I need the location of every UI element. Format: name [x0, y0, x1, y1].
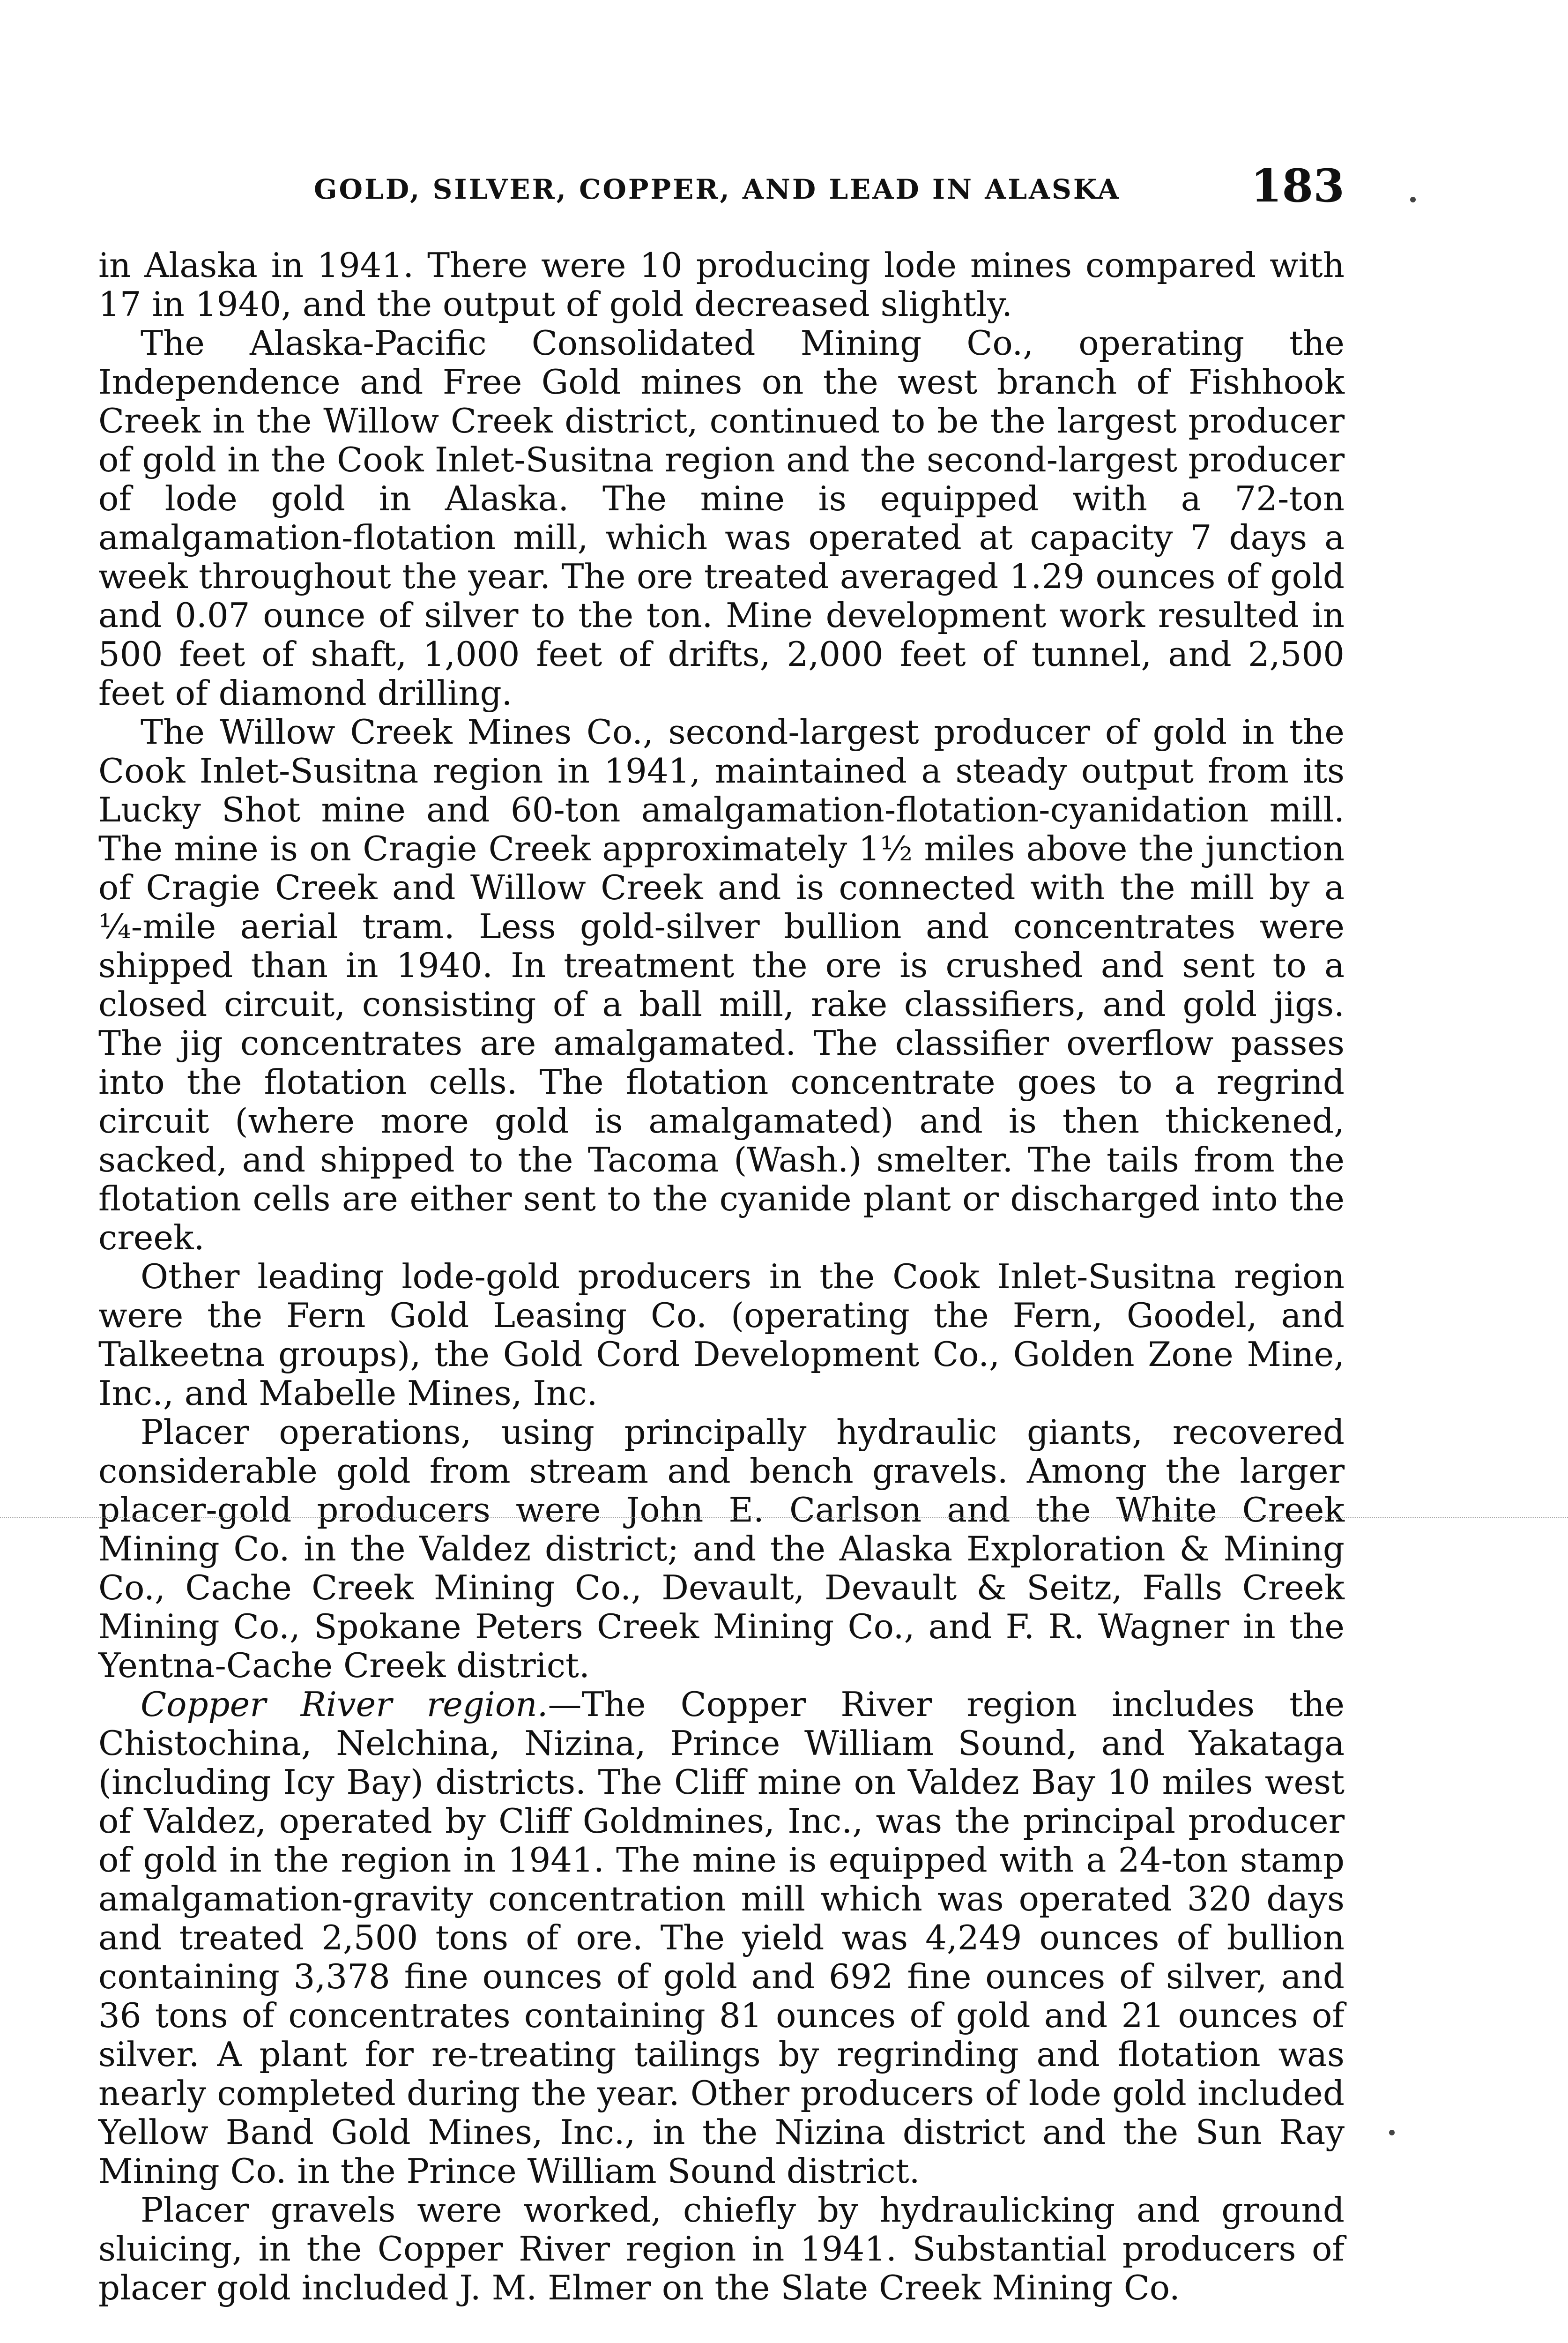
- paragraph-1: in Alaska in 1941. There were 10 producing lode mines compared with 17 in 1940, and the output of gold decreased slightly.: [98, 246, 1345, 324]
- paragraph-6: [98, 1685, 1345, 2191]
- paragraph-5: Placer operations, using principally hydraulic giants, recovered considerable gold from stream and bench gravels. Among the larger placer-gold producers were John E. Carlson and the White Creek Mining Co. in the Valdez district; and the Alaska Exploration & Mining Co., Cache Creek Mining Co., Devault, Devault & Seitz, Falls Creek Mining Co., Spokane Peters Creek Mining Co., and F. R. Wagner in the Yentna-Cache Creek district.: [98, 1412, 1345, 1685]
- paragraph-4: Other leading lode-gold producers in the Cook Inlet-Susitna region were the Fern Gold Leasing Co. (operating the Fern, Goodel, and Talkeetna groups), the Gold Cord Development Co., Golden Zone Mine, Inc., and Mabelle Mines, Inc.: [98, 1257, 1345, 1413]
- running-head: GOLD, SILVER, COPPER, AND LEAD IN ALASKA: [314, 173, 1121, 205]
- page-header: [98, 159, 1363, 225]
- paragraph-6-text: —The Copper River region includes the Chistochina, Nelchina, Nizina, Prince William Sound, and Yakataga (including Icy Bay) districts. The Cliff mine on Valdez Bay 10 miles west of Valdez, operated by Cliff Goldmines, Inc., was the principal producer of gold in the region in 1941. The mine is equipped with a 24-ton stamp amalgamation-gravity concentration mill which was operated 320 days and treated 2,500 tons of ore. The yield was 4,249 ounces of bullion containing 3,378 fine ounces of gold and 692 fine ounces of silver, and 36 tons of concentrates containing 81 ounces of gold and 21 ounces of silver. A plant for re-treating tailings by regrinding and flotation was nearly completed during the year. Other producers of lode gold included Yellow Band Gold Mines, Inc., in the Nizina district and the Sun Ray Mining Co. in the Prince William Sound district.: [98, 1685, 1345, 2191]
- margin-dot-right: [1389, 2130, 1395, 2135]
- body-text: [98, 246, 1345, 2307]
- scan-artifact-rule: [0, 1517, 1568, 1518]
- section-lead-copper-river: Copper River region.: [141, 1685, 548, 1724]
- margin-dot-top: [1410, 197, 1416, 202]
- page-number: 183: [1250, 159, 1345, 212]
- paragraph-2: The Alaska-Pacific Consolidated Mining Co., operating the Independence and Free Gold mines on the west branch of Fishhook Creek in the Willow Creek district, continued to be the largest producer of gold in the Cook Inlet-Susitna region and the second-largest producer of lode gold in Alaska. The mine is equipped with a 72-ton amalgamation-flotation mill, which was operated at capacity 7 days a week throughout the year. The ore treated averaged 1.29 ounces of gold and 0.07 ounce of silver to the ton. Mine development work resulted in 500 feet of shaft, 1,000 feet of drifts, 2,000 feet of tunnel, and 2,500 feet of diamond drilling.: [98, 323, 1345, 713]
- paragraph-7: Placer gravels were worked, chiefly by hydraulicking and ground sluicing, in the Copper River region in 1941. Substantial producers of placer gold included J. M. Elmer on the Slate Creek Mining Co.: [98, 2190, 1345, 2307]
- paragraph-3: The Willow Creek Mines Co., second-largest producer of gold in the Cook Inlet-Susitna region in 1941, maintained a steady output from its Lucky Shot mine and 60-ton amalgamation-flotation-cyanidation mill. The mine is on Cragie Creek approximately 1½ miles above the junction of Cragie Creek and Willow Creek and is connected with the mill by a ¼-mile aerial tram. Less gold-silver bullion and concentrates were shipped than in 1940. In treatment the ore is crushed and sent to a closed circuit, consisting of a ball mill, rake classifiers, and gold jigs. The jig concentrates are amalgamated. The classifier overflow passes into the flotation cells. The flotation concentrate goes to a regrind circuit (where more gold is amalgamated) and is then thickened, sacked, and shipped to the Tacoma (Wash.) smelter. The tails from the flotation cells are either sent to the cyanide plant or discharged into the creek.: [98, 712, 1345, 1257]
